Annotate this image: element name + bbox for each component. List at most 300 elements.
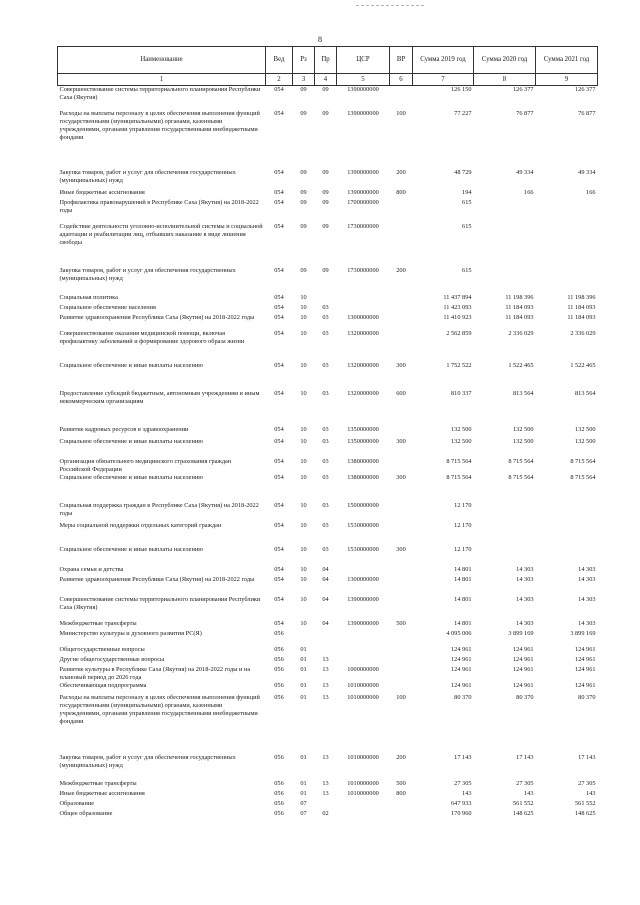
column-number: 6 <box>390 74 413 86</box>
cell-ved: 054 <box>274 86 284 93</box>
cell-s2021: 8 715 564 <box>570 473 596 481</box>
cell-csr: 1320000000 <box>347 329 379 337</box>
cell-s2020: 126 377 <box>513 86 534 93</box>
cell-s2021: 49 334 <box>578 168 596 176</box>
cell-s2019: 2 562 859 <box>446 329 472 337</box>
cell-pr: 03 <box>322 521 329 529</box>
cell-s2019: 80 370 <box>454 693 472 701</box>
cell-name: Социальное обеспечение и иные выплаты населению <box>59 545 203 553</box>
cell-csr: 1530000000 <box>347 545 379 553</box>
cell-pr: 09 <box>322 222 329 230</box>
cell-rz: 10 <box>300 389 307 397</box>
cell-vr: 200 <box>396 266 406 274</box>
cell-ved: 054 <box>274 293 284 301</box>
cell-name: Расходы на выплаты персоналу в целях обеспечения выполнения функций государственными (муниципальными) органами, казенными учреждениями, органами управления государственными внебюджетными фондами <box>59 693 260 725</box>
table-row <box>58 780 598 790</box>
table-row <box>58 314 598 330</box>
cell-s2019: 14 801 <box>454 565 472 573</box>
cell-ved: 054 <box>274 361 284 369</box>
cell-s2021 <box>536 223 598 267</box>
cell-name: Министерство культуры и духовного развития РС(Я) <box>59 629 202 637</box>
table-row <box>58 86 598 110</box>
cell-s2019: 17 143 <box>454 753 472 761</box>
cell-s2019: 170 960 <box>451 809 472 817</box>
cell-name: Предоставление субсидий бюджетным, автономным учреждениям и иным некоммерческим организациям <box>59 389 260 405</box>
table-row <box>58 694 598 754</box>
cell-s2019: 12 170 <box>454 521 472 529</box>
table-row <box>58 426 598 438</box>
cell-name: Межбюджетные трансферты <box>59 779 137 787</box>
cell-pr: 09 <box>322 188 329 196</box>
cell-csr: 1500000000 <box>347 501 379 509</box>
cell-vr <box>390 656 413 666</box>
cell-name: Профилактика правонарушений в Республике Саха (Якутия) на 2018-2022 годы <box>59 198 259 214</box>
cell-rz: 09 <box>300 109 307 117</box>
cell-s2021 <box>536 267 598 294</box>
cell-pr: 03 <box>322 457 329 465</box>
cell-pr: 03 <box>322 389 329 397</box>
cell-vr <box>390 666 413 682</box>
cell-pr: 03 <box>322 501 329 509</box>
cell-s2019: 11 423 093 <box>443 303 472 311</box>
cell-s2019: 8 715 564 <box>446 473 472 481</box>
cell-csr: 1700000000 <box>347 198 379 206</box>
cell-s2019: 12 170 <box>454 501 472 509</box>
table-body <box>58 86 598 820</box>
cell-csr: 1530000000 <box>347 521 379 529</box>
cell-name: Закупка товаров, работ и услуг для обеспечения государственных (муниципальных) нужд <box>59 266 236 282</box>
cell-ved: 054 <box>274 521 284 529</box>
cell-s2020: 148 625 <box>513 809 534 817</box>
cell-csr: 1390000000 <box>347 619 379 627</box>
cell-vr <box>390 304 413 314</box>
cell-vr: 500 <box>396 779 406 787</box>
table-row <box>58 390 598 426</box>
cell-s2021: 11 184 093 <box>567 303 596 311</box>
cell-rz: 10 <box>300 595 307 603</box>
cell-name: Общегосударственные вопросы <box>59 645 145 653</box>
table-row <box>58 304 598 314</box>
cell-csr: 1350000000 <box>347 425 379 433</box>
cell-rz: 10 <box>300 293 307 301</box>
cell-rz: 10 <box>300 329 307 337</box>
cell-name: Другие общегосударственные вопросы <box>59 655 165 663</box>
cell-name: Социальная политика <box>59 293 118 301</box>
cell-s2021: 132 500 <box>575 437 596 445</box>
cell-ved: 054 <box>274 501 284 509</box>
cell-pr: 09 <box>322 168 329 176</box>
cell-ved: 054 <box>274 109 284 117</box>
cell-csr <box>337 656 390 666</box>
cell-s2020: 27 305 <box>516 779 534 787</box>
column-number-row <box>58 74 598 86</box>
column-header: ВР <box>390 47 413 74</box>
cell-pr: 04 <box>322 575 329 583</box>
cell-s2021 <box>536 546 598 566</box>
cell-vr: 200 <box>396 753 406 761</box>
cell-s2020: 17 143 <box>516 753 534 761</box>
cell-s2020: 124 961 <box>513 665 534 673</box>
cell-vr: 100 <box>396 109 406 117</box>
column-header: Пр <box>315 47 337 74</box>
cell-csr: 1300000000 <box>347 575 379 583</box>
cell-csr: 1390000000 <box>347 168 379 176</box>
cell-rz: 09 <box>300 188 307 196</box>
cell-ved: 056 <box>274 789 284 797</box>
cell-s2020: 11 184 093 <box>505 303 534 311</box>
cell-pr: 03 <box>322 329 329 337</box>
cell-csr: 1350000000 <box>347 437 379 445</box>
table-row <box>58 682 598 694</box>
cell-s2019: 124 961 <box>451 681 472 689</box>
cell-s2019: 124 961 <box>451 645 472 653</box>
table-row <box>58 458 598 474</box>
cell-s2020: 124 961 <box>513 655 534 663</box>
cell-s2021: 1 522 465 <box>570 361 596 369</box>
cell-s2021: 17 143 <box>578 753 596 761</box>
cell-rz: 09 <box>300 198 307 206</box>
cell-s2019: 615 <box>462 198 472 206</box>
cell-s2020: 76 877 <box>516 109 534 117</box>
cell-pr: 03 <box>322 437 329 445</box>
cell-rz: 09 <box>300 266 307 274</box>
cell-s2019: 1 752 522 <box>446 361 472 369</box>
cell-rz: 01 <box>300 665 307 673</box>
cell-vr <box>390 294 413 304</box>
cell-s2020 <box>474 267 536 294</box>
cell-name: Социальное обеспечение и иные выплаты населению <box>59 361 203 369</box>
cell-pr: 13 <box>322 693 329 701</box>
cell-rz: 10 <box>300 521 307 529</box>
cell-s2019: 27 305 <box>454 779 472 787</box>
table-row <box>58 267 598 294</box>
cell-rz: 01 <box>300 693 307 701</box>
cell-pr: 13 <box>322 681 329 689</box>
table-row <box>58 546 598 566</box>
cell-csr: 1000000000 <box>347 665 379 673</box>
cell-s2021: 148 625 <box>575 809 596 817</box>
column-number: 1 <box>58 74 266 86</box>
cell-csr: 1010000000 <box>347 753 379 761</box>
cell-vr: 200 <box>396 168 406 176</box>
cell-name: Закупка товаров, работ и услуг для обеспечения государственных (муниципальных) нужд <box>59 168 236 184</box>
cell-pr: 03 <box>322 361 329 369</box>
cell-pr <box>315 800 337 810</box>
cell-name: Межбюджетные трансферты <box>59 619 137 627</box>
cell-rz: 09 <box>300 222 307 230</box>
cell-ved: 056 <box>274 809 284 817</box>
table-row <box>58 502 598 522</box>
cell-s2021: 80 370 <box>578 693 596 701</box>
table-row <box>58 790 598 800</box>
cell-ved: 056 <box>274 655 284 663</box>
cell-vr <box>390 596 413 620</box>
table-row <box>58 576 598 596</box>
cell-vr: 800 <box>396 789 406 797</box>
cell-s2020: 1 522 465 <box>508 361 534 369</box>
table-row <box>58 294 598 304</box>
table-row <box>58 438 598 458</box>
cell-s2020: 132 500 <box>513 425 534 433</box>
cell-csr: 1320000000 <box>347 389 379 397</box>
cell-pr: 02 <box>322 809 329 817</box>
column-header: Сумма 2019 год <box>413 47 474 74</box>
cell-ved: 054 <box>274 619 284 627</box>
cell-s2020 <box>474 546 536 566</box>
cell-s2020 <box>474 199 536 223</box>
column-header: Вед <box>266 47 293 74</box>
table-row <box>58 566 598 576</box>
cell-name: Общее образование <box>59 809 113 817</box>
cell-pr: 13 <box>322 779 329 787</box>
cell-rz: 10 <box>300 501 307 509</box>
cell-ved: 056 <box>274 629 284 637</box>
cell-ved: 054 <box>274 545 284 553</box>
cell-rz: 10 <box>300 457 307 465</box>
cell-s2021: 124 961 <box>575 655 596 663</box>
cell-vr: 300 <box>396 473 406 481</box>
cell-s2020: 80 370 <box>516 693 534 701</box>
cell-name: Охрана семьи и детства <box>59 565 124 573</box>
cell-s2019: 126 150 <box>451 86 472 93</box>
cell-s2019: 11 410 923 <box>443 313 472 321</box>
cell-vr: 300 <box>396 361 406 369</box>
cell-s2021: 14 303 <box>578 575 596 583</box>
cell-ved: 056 <box>274 645 284 653</box>
cell-vr <box>390 458 413 474</box>
cell-rz: 01 <box>300 645 307 653</box>
cell-s2021: 8 715 564 <box>570 457 596 465</box>
cell-rz: 01 <box>300 779 307 787</box>
cell-csr: 1390000000 <box>347 109 379 117</box>
cell-vr <box>390 576 413 596</box>
cell-pr: 09 <box>322 198 329 206</box>
cell-s2020: 2 336 029 <box>508 329 534 337</box>
cell-name: Образование <box>59 799 95 807</box>
cell-ved: 054 <box>274 389 284 397</box>
cell-name: Развитие культуры в Республике Саха (Якутия) на 2018-2022 годы и на плановый период до 2026 года <box>59 665 251 681</box>
cell-s2021: 11 198 396 <box>567 293 596 301</box>
cell-s2019: 615 <box>462 266 472 274</box>
cell-name: Содействие деятельности уголовно-исполнительной системы и социальной адаптации и реабилитации лиц, отбывших наказание в виде лишения свободы <box>59 222 263 246</box>
cell-s2019: 8 715 564 <box>446 457 472 465</box>
cell-vr <box>390 630 413 646</box>
cell-vr: 800 <box>396 188 406 196</box>
cell-rz: 09 <box>300 86 307 93</box>
cell-s2020: 11 198 396 <box>505 293 534 301</box>
cell-name: Совершенствование системы территориального планирования Республики Саха (Якутия) <box>59 86 261 101</box>
cell-ved: 054 <box>274 303 284 311</box>
cell-pr: 09 <box>322 86 329 93</box>
cell-s2019: 11 437 894 <box>443 293 472 301</box>
cell-pr <box>315 646 337 656</box>
table-row <box>58 330 598 362</box>
cell-vr: 300 <box>396 545 406 553</box>
cell-rz <box>293 630 315 646</box>
column-number: 2 <box>266 74 293 86</box>
table-row <box>58 754 598 780</box>
cell-ved: 054 <box>274 329 284 337</box>
cell-s2020: 813 564 <box>513 389 534 397</box>
cell-s2020: 14 303 <box>516 595 534 603</box>
cell-ved: 054 <box>274 473 284 481</box>
cell-rz: 10 <box>300 545 307 553</box>
cell-s2019: 647 933 <box>451 799 472 807</box>
cell-s2019: 194 <box>462 188 472 196</box>
cell-csr: 1380000000 <box>347 473 379 481</box>
cell-s2020: 143 <box>524 789 534 797</box>
cell-ved: 054 <box>274 575 284 583</box>
cell-pr: 03 <box>322 303 329 311</box>
cell-csr: 1390000000 <box>347 188 379 196</box>
cell-name: Социальная поддержка граждан в Республике Саха (Якутия) на 2018-2022 годы <box>59 501 259 517</box>
cell-ved: 056 <box>274 779 284 787</box>
cell-s2021: 126 377 <box>575 86 596 93</box>
cell-csr: 1010000000 <box>347 693 379 701</box>
cell-rz: 10 <box>300 575 307 583</box>
column-number: 4 <box>315 74 337 86</box>
table-row <box>58 522 598 546</box>
cell-ved: 056 <box>274 693 284 701</box>
cell-name: Расходы на выплаты персоналу в целях обеспечения выполнения функций государственными (муниципальными) органами, казенными учреждениями, органами управления государственными внебюджетными фондами <box>59 109 260 141</box>
cell-s2020: 14 303 <box>516 619 534 627</box>
page-number: 8 <box>318 35 322 44</box>
cell-rz: 10 <box>300 303 307 311</box>
cell-s2020: 124 961 <box>513 681 534 689</box>
cell-s2020: 8 715 564 <box>508 457 534 465</box>
cell-csr: 1380000000 <box>347 457 379 465</box>
cell-s2019: 12 170 <box>454 545 472 553</box>
cell-name: Совершенствование системы территориального планирования Республики Саха (Якутия) <box>59 595 261 611</box>
cell-rz: 01 <box>300 655 307 663</box>
cell-vr: 600 <box>396 389 406 397</box>
cell-pr: 13 <box>322 753 329 761</box>
column-header: Сумма 2020 год <box>474 47 536 74</box>
column-number: 5 <box>337 74 390 86</box>
cell-s2019: 14 801 <box>454 575 472 583</box>
cell-pr: 09 <box>322 266 329 274</box>
cell-ved: 054 <box>274 188 284 196</box>
table-row <box>58 362 598 390</box>
cell-rz: 10 <box>300 313 307 321</box>
cell-name: Развитие кадровых ресурсов в здравоохранении <box>59 425 189 433</box>
cell-vr <box>390 314 413 330</box>
cell-pr: 04 <box>322 565 329 573</box>
cell-s2019: 14 801 <box>454 619 472 627</box>
cell-ved: 054 <box>274 313 284 321</box>
cell-pr: 03 <box>322 473 329 481</box>
cell-csr: 1010000000 <box>347 779 379 787</box>
cell-s2020: 3 899 169 <box>508 629 534 637</box>
cell-s2020: 14 303 <box>516 575 534 583</box>
column-number: 3 <box>293 74 315 86</box>
cell-csr: 1390000000 <box>347 595 379 603</box>
cell-rz: 01 <box>300 789 307 797</box>
cell-rz: 10 <box>300 437 307 445</box>
cell-csr: 1390000000 <box>347 86 379 93</box>
table-row <box>58 223 598 267</box>
cell-vr <box>390 502 413 522</box>
cell-ved: 054 <box>274 222 284 230</box>
cell-s2021: 14 303 <box>578 565 596 573</box>
table-row <box>58 656 598 666</box>
cell-s2021: 11 184 093 <box>567 313 596 321</box>
cell-s2021: 124 961 <box>575 645 596 653</box>
cell-name: Закупка товаров, работ и услуг для обеспечения государственных (муниципальных) нужд <box>59 753 236 769</box>
cell-s2020: 124 961 <box>513 645 534 653</box>
cell-rz: 09 <box>300 168 307 176</box>
cell-s2019: 143 <box>462 789 472 797</box>
cell-name: Социальное обеспечение и иные выплаты населению <box>59 437 203 445</box>
cell-csr <box>337 630 390 646</box>
budget-table <box>57 46 598 820</box>
cell-s2021: 561 552 <box>575 799 596 807</box>
table-row <box>58 666 598 682</box>
column-header: Наименование <box>58 47 266 74</box>
cell-s2021 <box>536 199 598 223</box>
cell-name: Обеспечивающая подпрограмма <box>59 681 147 689</box>
table-row <box>58 620 598 630</box>
cell-pr: 13 <box>322 655 329 663</box>
cell-vr: 100 <box>396 693 406 701</box>
cell-ved: 054 <box>274 425 284 433</box>
cell-pr: 03 <box>322 313 329 321</box>
cell-csr: 1010000000 <box>347 789 379 797</box>
cell-name: Развитие здравоохранения Республики Саха (Якутия) на 2018-2022 годы <box>59 313 255 321</box>
cell-s2019: 4 095 006 <box>446 629 472 637</box>
cell-s2021 <box>536 522 598 546</box>
cell-rz: 10 <box>300 619 307 627</box>
cell-rz: 10 <box>300 565 307 573</box>
cell-s2020: 561 552 <box>513 799 534 807</box>
cell-pr: 04 <box>322 595 329 603</box>
cell-s2021 <box>536 502 598 522</box>
cell-name: Развитие здравоохранения Республики Саха (Якутия) на 2018-2022 годы <box>59 575 255 583</box>
cell-name: Иные бюджетные ассигнования <box>59 789 145 797</box>
cell-vr <box>390 199 413 223</box>
cell-s2021: 132 500 <box>575 425 596 433</box>
cell-ved: 056 <box>274 681 284 689</box>
cell-name: Социальное обеспечение населения <box>59 303 156 311</box>
cell-vr <box>390 566 413 576</box>
cell-csr <box>337 800 390 810</box>
cell-name: Организация обязательного медицинского страхования граждан Российской Федерации <box>59 457 232 473</box>
cell-name: Социальное обеспечение и иные выплаты населению <box>59 473 203 481</box>
table-row <box>58 800 598 810</box>
cell-vr <box>390 223 413 267</box>
table-row <box>58 189 598 199</box>
cell-s2020 <box>474 502 536 522</box>
cell-s2020 <box>474 522 536 546</box>
cell-csr <box>337 646 390 656</box>
column-number: 9 <box>536 74 598 86</box>
cell-csr: 1010000000 <box>347 681 379 689</box>
cell-name: Меры социальной поддержки отдельных категорий граждан <box>59 521 222 529</box>
cell-s2020: 166 <box>524 188 534 196</box>
scan-mark <box>356 5 424 7</box>
cell-csr: 1730000000 <box>347 222 379 230</box>
table-row <box>58 630 598 646</box>
cell-s2019: 810 337 <box>451 389 472 397</box>
cell-vr <box>390 86 413 110</box>
table-row <box>58 596 598 620</box>
cell-rz: 01 <box>300 681 307 689</box>
cell-pr <box>315 630 337 646</box>
cell-pr: 04 <box>322 619 329 627</box>
cell-csr <box>337 304 390 314</box>
cell-ved: 056 <box>274 753 284 761</box>
cell-vr <box>390 522 413 546</box>
